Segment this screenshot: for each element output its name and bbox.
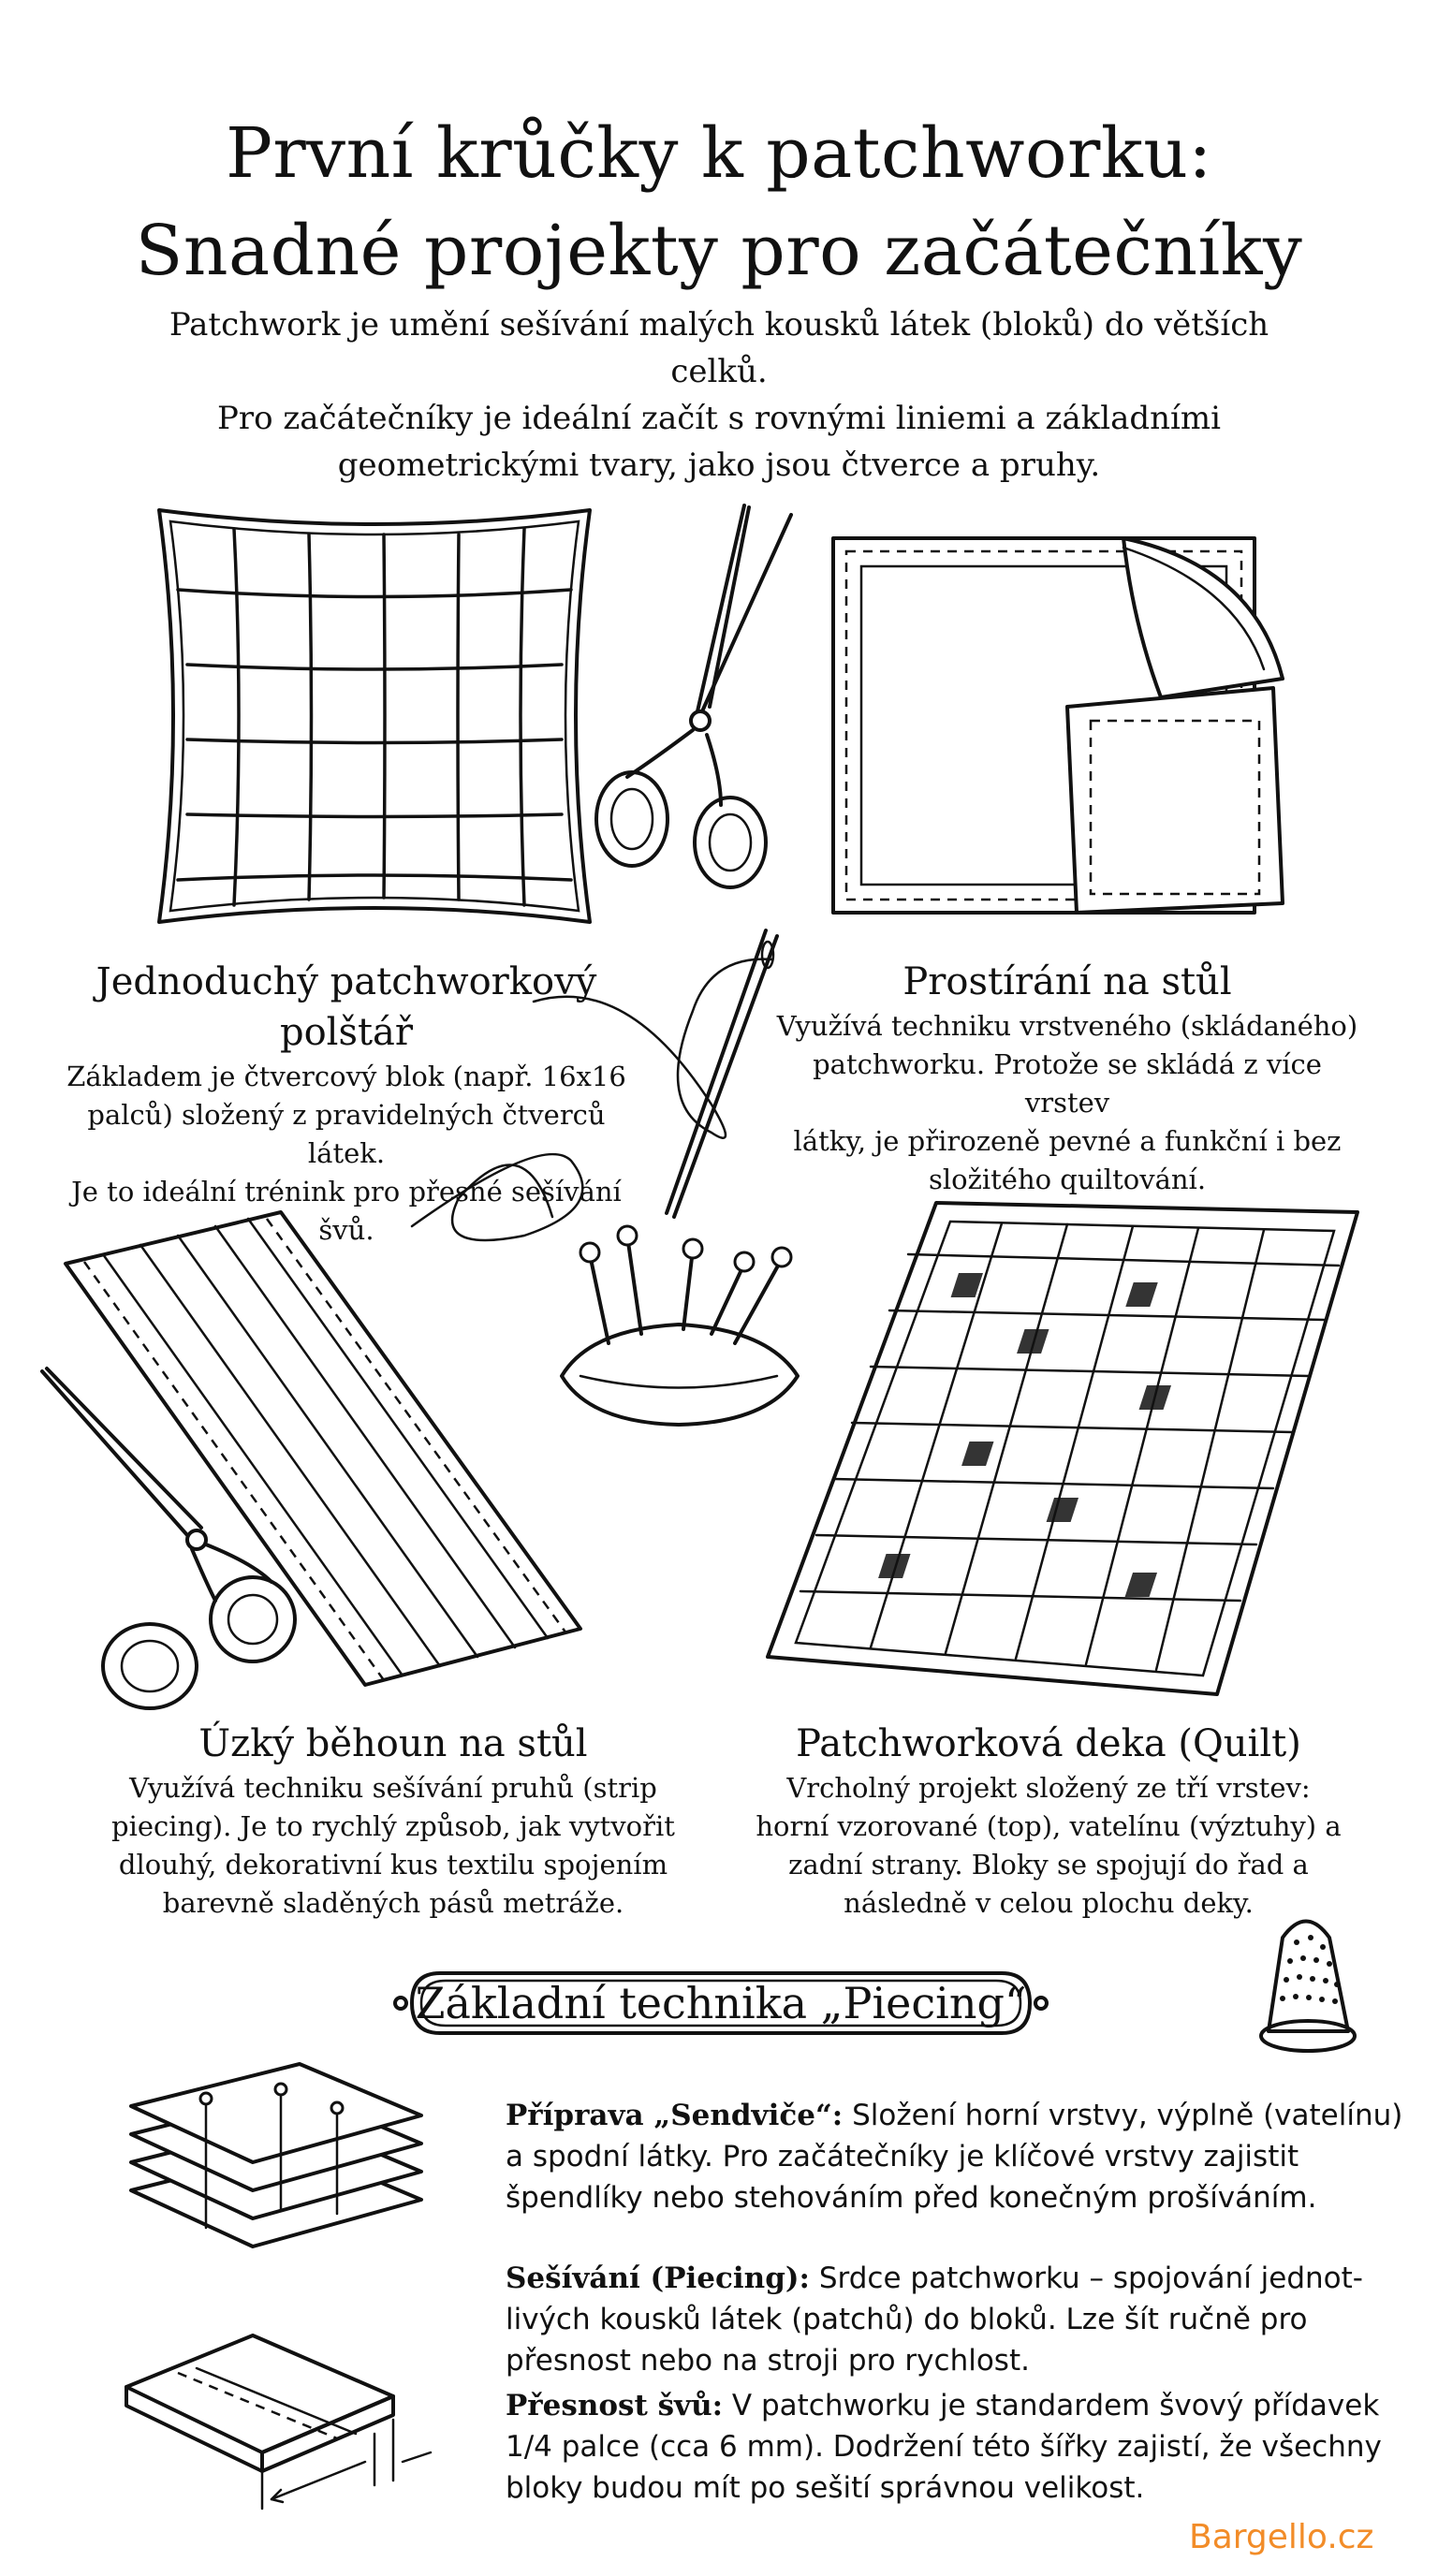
scissors-icon <box>590 496 805 889</box>
project-line: následně v celou plochu deky. <box>844 1887 1254 1919</box>
project-line: Základem je čtvercový blok (např. 16x16 <box>66 1061 626 1092</box>
step-line <box>506 2258 1404 2299</box>
project-title: Úzký běhoun na stůl <box>198 1722 588 1765</box>
intro-text <box>140 301 1298 489</box>
project-title: Jednoduchý patchworkový polštář <box>95 960 597 1054</box>
step-line: špendlíky nebo stehováním před konečným prošíváním. <box>506 2181 1317 2215</box>
project-line: látky, je přirozeně pevné a funkční i bez <box>793 1125 1342 1157</box>
step-sandwich <box>506 2095 1404 2218</box>
step-line: přesnost nebo na stroji pro rychlost. <box>506 2344 1030 2378</box>
technique-banner: Základní technika „Piecing“ <box>415 1978 1027 2028</box>
project-pillow <box>56 957 637 1250</box>
thimble-icon <box>1236 1900 1376 2059</box>
step-line <box>506 2095 1404 2136</box>
pillow-icon <box>150 501 599 931</box>
project-line: Je to ideální trénink pro přesné sešívání švů. <box>71 1176 622 1246</box>
project-line: patchworku. Protože se skládá z více vrstev <box>813 1048 1322 1119</box>
project-line: Využívá techniku sešívání pruhů (strip <box>129 1772 657 1804</box>
project-placemat <box>768 957 1367 1199</box>
placemat-icon <box>824 529 1301 922</box>
intro-line-2: Pro začátečníky je ideální začít s rovnými liniemi a základními <box>216 400 1222 437</box>
project-quilt <box>740 1719 1357 1923</box>
step-text: V patchworku je standardem švový přídavek <box>723 2389 1380 2422</box>
step-line <box>506 2385 1404 2426</box>
project-line: palců) složený z pravidelných čtverců látek. <box>87 1099 606 1169</box>
scissors-icon-2 <box>37 1367 300 1722</box>
project-line: piecing). Je to rychlý způsob, jak vytvořit <box>111 1810 675 1842</box>
step-text: Srdce patchworku – spojování jednot- <box>810 2261 1363 2295</box>
project-title: Patchworková deka (Quilt) <box>796 1722 1301 1765</box>
step-line: 1/4 palce (cca 6 mm). Dodržení této šířky zajistí, že všechny <box>506 2430 1382 2464</box>
step-seam <box>506 2385 1404 2509</box>
intro-line-3: geometrickými tvary, jako jsou čtverce a pruhy. <box>337 446 1101 484</box>
intro-line-1: Patchwork je umění sešívání malých kousků látek (bloků) do větších celků. <box>169 306 1269 390</box>
quilt-icon <box>768 1198 1367 1704</box>
step-label: Příprava „Sendviče“: <box>506 2099 844 2132</box>
step-line: livých kousků látek (patchů) do bloků. Lze šít ručně pro <box>506 2303 1308 2336</box>
project-line: zadní strany. Bloky se spojují do řad a <box>788 1849 1309 1881</box>
project-line: horní vzorované (top), vatelínu (výztuhy) a <box>756 1810 1342 1842</box>
project-line: dlouhý, dekorativní kus textilu spojením <box>118 1849 668 1881</box>
step-line: a spodní látky. Pro začátečníky je klíčové vrstvy zajistit <box>506 2140 1299 2174</box>
project-line: složitého quiltování. <box>928 1164 1207 1195</box>
title-line-2: Snadné projekty pro začátečníky <box>135 211 1303 291</box>
fabric-sandwich-icon <box>122 2050 431 2284</box>
brand-logo[interactable]: Bargello.cz <box>1189 2518 1374 2556</box>
step-label: Přesnost švů: <box>506 2389 724 2422</box>
step-piecing <box>506 2258 1404 2381</box>
project-title: Prostírání na stůl <box>902 960 1232 1003</box>
project-runner <box>103 1719 683 1923</box>
title-line-1: První krůčky k patchworku: <box>226 113 1212 194</box>
page-title <box>0 105 1438 300</box>
project-line: Vrcholný projekt složený ze tří vrstev: <box>786 1772 1311 1804</box>
project-line: barevně sladěných pásů metráže. <box>162 1887 624 1919</box>
step-label: Sešívání (Piecing): <box>506 2261 811 2295</box>
step-line: bloky budou mít po sešití správnou velikost. <box>506 2471 1145 2505</box>
project-line: Využívá techniku vrstveného (skládaného) <box>776 1010 1358 1042</box>
seam-allowance-icon <box>122 2312 440 2527</box>
step-text: Složení horní vrstvy, výplně (vatelínu) <box>843 2099 1403 2132</box>
